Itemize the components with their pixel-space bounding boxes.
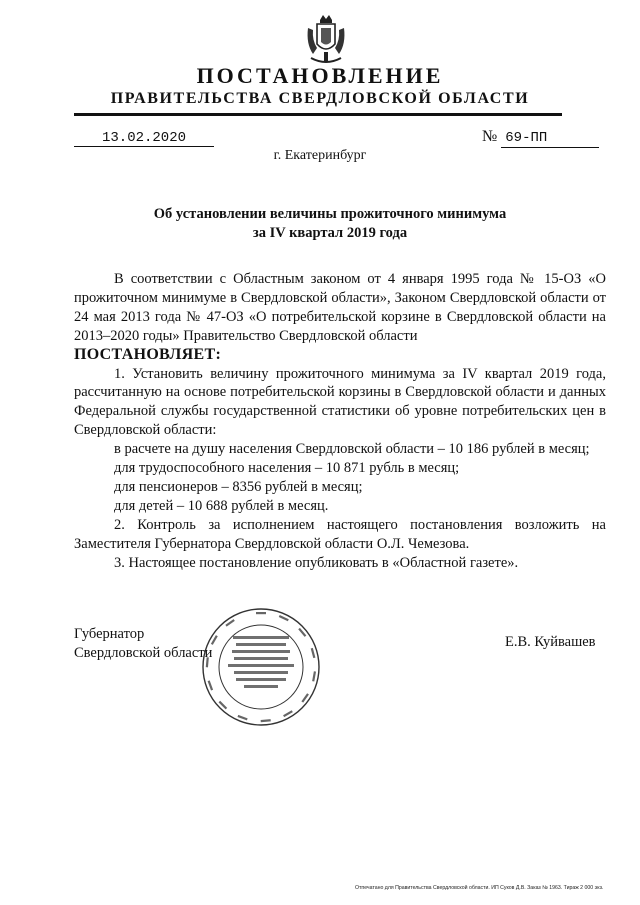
heading-line-2: за IV квартал 2019 года — [252, 225, 408, 241]
number-value: 69-ПП — [501, 129, 599, 148]
item-3-paragraph: 3. Настоящее постановление опубликовать в «Областной газете». — [114, 554, 519, 571]
working-age-line: для трудоспособного населения – 10 871 рубль в месяц; — [114, 460, 460, 477]
document-type-title: ПОСТАНОВЛЕНИЕ — [196, 63, 444, 88]
header-divider — [74, 113, 562, 116]
issuer-title: ПРАВИТЕЛЬСТВА СВЕРДЛОВСКОЙ ОБЛАСТИ — [110, 90, 530, 107]
children-line: для детей – 10 688 рублей в месяц. — [114, 497, 329, 514]
coat-of-arms-icon — [305, 14, 347, 68]
signatory-position — [74, 625, 212, 663]
item-1-paragraph: 1. Установить величину прожиточного минимума за IV квартал 2019 года, рассчитанную на основе потребительской корзины в Свердловской области и данных Федеральной службы государственной статистики об уровне потребительских цен в Свердловской области: — [74, 365, 606, 439]
per-capita-line: в расчете на душу населения Свердловской области – 10 186 рублей в месяц; — [114, 441, 590, 458]
position-line-1: Губернатор — [74, 626, 145, 642]
signatory-name: Е.В. Куйвашев — [505, 634, 596, 650]
item-2-paragraph: 2. Контроль за исполнением настоящего постановления возложить на Заместителя Губернатора Свердловской области О.Л. Чемезова. — [74, 516, 606, 552]
official-stamp — [200, 606, 322, 728]
print-note: Отпечатано для Правительства Свердловской области. ИП Суков Д.В. Заказ № 1963. Тираж 2 000 экз. — [355, 885, 604, 891]
number-label: № — [482, 128, 498, 145]
pensioners-line: для пенсионеров – 8356 рублей в месяц; — [114, 478, 363, 495]
document-date: 13.02.2020 — [74, 130, 214, 147]
document-number — [482, 128, 599, 148]
document-heading — [130, 205, 530, 243]
heading-line-1: Об установлении величины прожиточного минимума — [153, 206, 507, 222]
position-line-2: Свердловской области — [74, 645, 213, 661]
document-body — [74, 270, 606, 573]
preamble-paragraph: В соответствии с Областным законом от 4 января 1995 года № 15-ОЗ «О прожиточном минимуме в Свердловской области», Законом Свердловской области от 24 мая 2013 года № 47-ОЗ «О потребительской корзине в Свердловской области на 2013–2020 годы» Правительство Свердловской области — [74, 271, 606, 344]
city: г. Екатеринбург — [273, 148, 367, 163]
resolves-heading: ПОСТАНОВЛЯЕТ: — [74, 345, 222, 363]
